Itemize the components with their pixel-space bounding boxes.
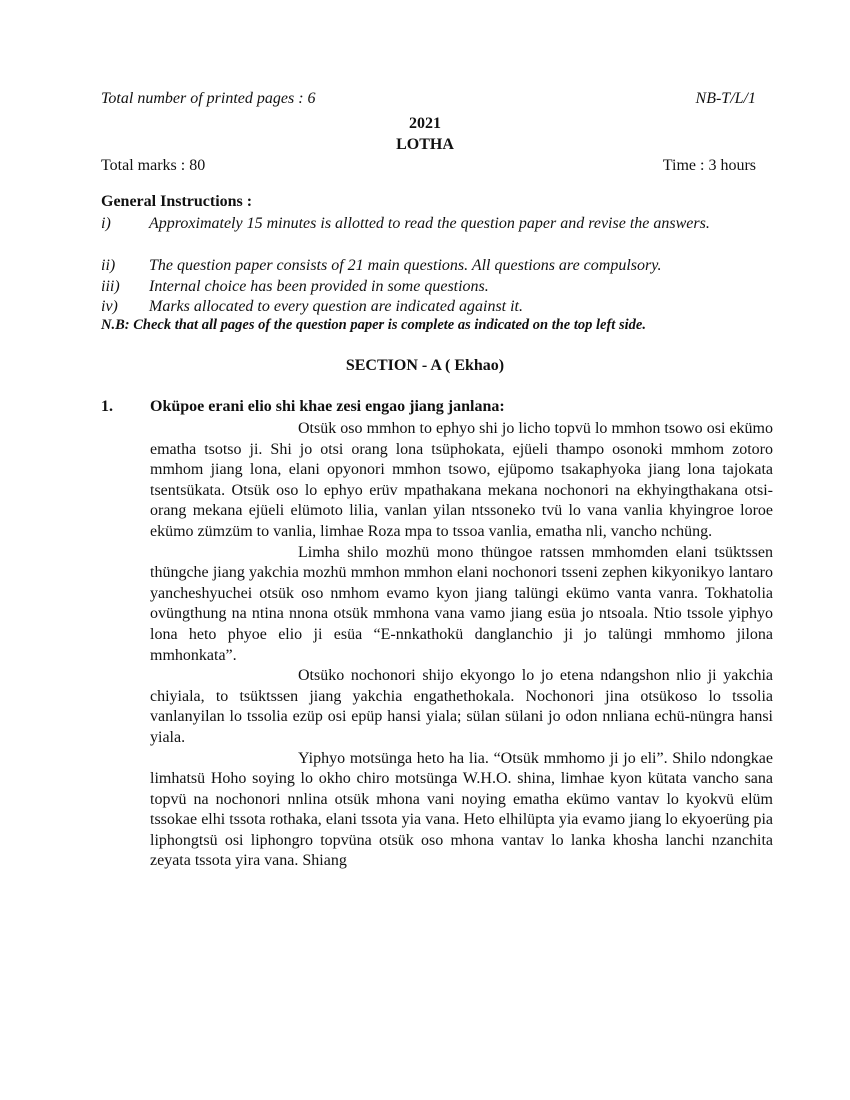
passage [150, 419, 773, 872]
general-instructions-title: General Instructions : [101, 193, 253, 210]
instruction-item [101, 297, 756, 318]
passage-paragraph: Otsüko nochonori shijo ekyongo lo jo etena ndangshon nlio ji yakchia chiyiala, to tsüktssen jiang yakchia engathethokala. Nochonori jina otsükoso lo tssolia vanlanyilan lo tssolia ezüp osi epüp hansi yiala; sülan sülani jo odon nnliana echü-nüngra hansi yiala. [150, 667, 773, 746]
total-marks: Total marks : 80 [101, 157, 206, 174]
printed-pages-note: Total number of printed pages : 6 [101, 90, 316, 107]
time-allowed: Time : 3 hours [662, 157, 756, 174]
instruction-text: The question paper consists of 21 main questions. All questions are compulsory. [149, 257, 662, 274]
instruction-item [101, 214, 756, 235]
instruction-item [101, 277, 756, 298]
question-prompt: Oküpoe erani elio shi khae zesi engao jiang janlana: [150, 398, 505, 415]
passage-paragraph: Otsük oso mmhon to ephyo shi jo licho topvü lo mmhon tsowo osi ekümo ematha tsotso ji. Shi jo otsi orang lona tsüphokata, ejüeli thampo osonoki mmhom zotoro mmhom jiang lona, elani opyonori mmhon tsowo, ejüpomo tsakaphyoka jiang lona tajokata tsentsükata. Otsük oso lo ephyo erüv mpathakana mekana nochonori na ekhyingthakana otsi-orang mekana ejüeli elümoto lilia, vanlan yilan ntssoneko tvü lo vana vanlia khyingroe loroe ekümo zümzüm to vanlia, limhae Roza mpa to tssoa vanlia, ematha nli, vancho nchüng. [150, 420, 773, 540]
section-title: SECTION - A ( Ekhao) [345, 357, 505, 374]
header-top-row [101, 90, 756, 108]
nb-note: N.B: Check that all pages of the question paper is complete as indicated on the top left side. [101, 317, 646, 333]
instruction-number: i) [101, 215, 111, 232]
instruction-number: iii) [101, 278, 120, 295]
passage-paragraph: Limha shilo mozhü mono thüngoe ratssen mmhomden elani tsüktssen thüngche jiang yakchia mozhü mmhon mmhon elani nochonori tsseni zephen kikyonikyo lantaro yancheshyuchei otsük oso nmhom evamo kyon jiang talüngi ekümo vanta vanra. Tokhatolia ovüngthung na ntina nnona otsük mmhona vana vamo jiang esüa jo ntsoala. Ntio tssole yiphyo lona heto phyoe elio ji esüa “E-nnkathokü danglanchio ji jo talüngi mmhomo jilona mmhonkata”. [150, 543, 773, 664]
instruction-text: Internal choice has been provided in some questions. [149, 278, 489, 295]
question-number: 1. [101, 398, 113, 415]
instruction-text: Marks allocated to every question are indicated against it. [149, 298, 523, 315]
exam-year: 2021 [409, 115, 441, 132]
passage-paragraph: Yiphyo motsünga heto ha lia. “Otsük mmhomo ji jo eli”. Shilo ndongkae limhatsü Hoho soying lo okho chiro motsünga W.H.O. shina, limhae kyon kütata vancho sana topvü na nochonori nnlina otsük mhona vani noying ematha ekümo vantav lo kyokvü elüm tssokae elhi tssota rothaka, elani tssota yia vana. Heto elhilüpta yia evamo jiang lo ekyoerüng pia liphongtsü osi liphongro topvüna otsük oso mhona vantav lo lanka khosha lanchi nzanchita zeyata tssota yira vana. Shiang [150, 749, 773, 870]
paper-code: NB-T/L/1 [695, 90, 756, 107]
instruction-number: ii) [101, 257, 116, 274]
marks-time-row [101, 157, 756, 175]
subject-title: LOTHA [396, 136, 454, 153]
instruction-number: iv) [101, 298, 118, 315]
instruction-text: Approximately 15 minutes is allotted to read the question paper and revise the answers. [149, 215, 710, 232]
instruction-item [101, 256, 756, 277]
